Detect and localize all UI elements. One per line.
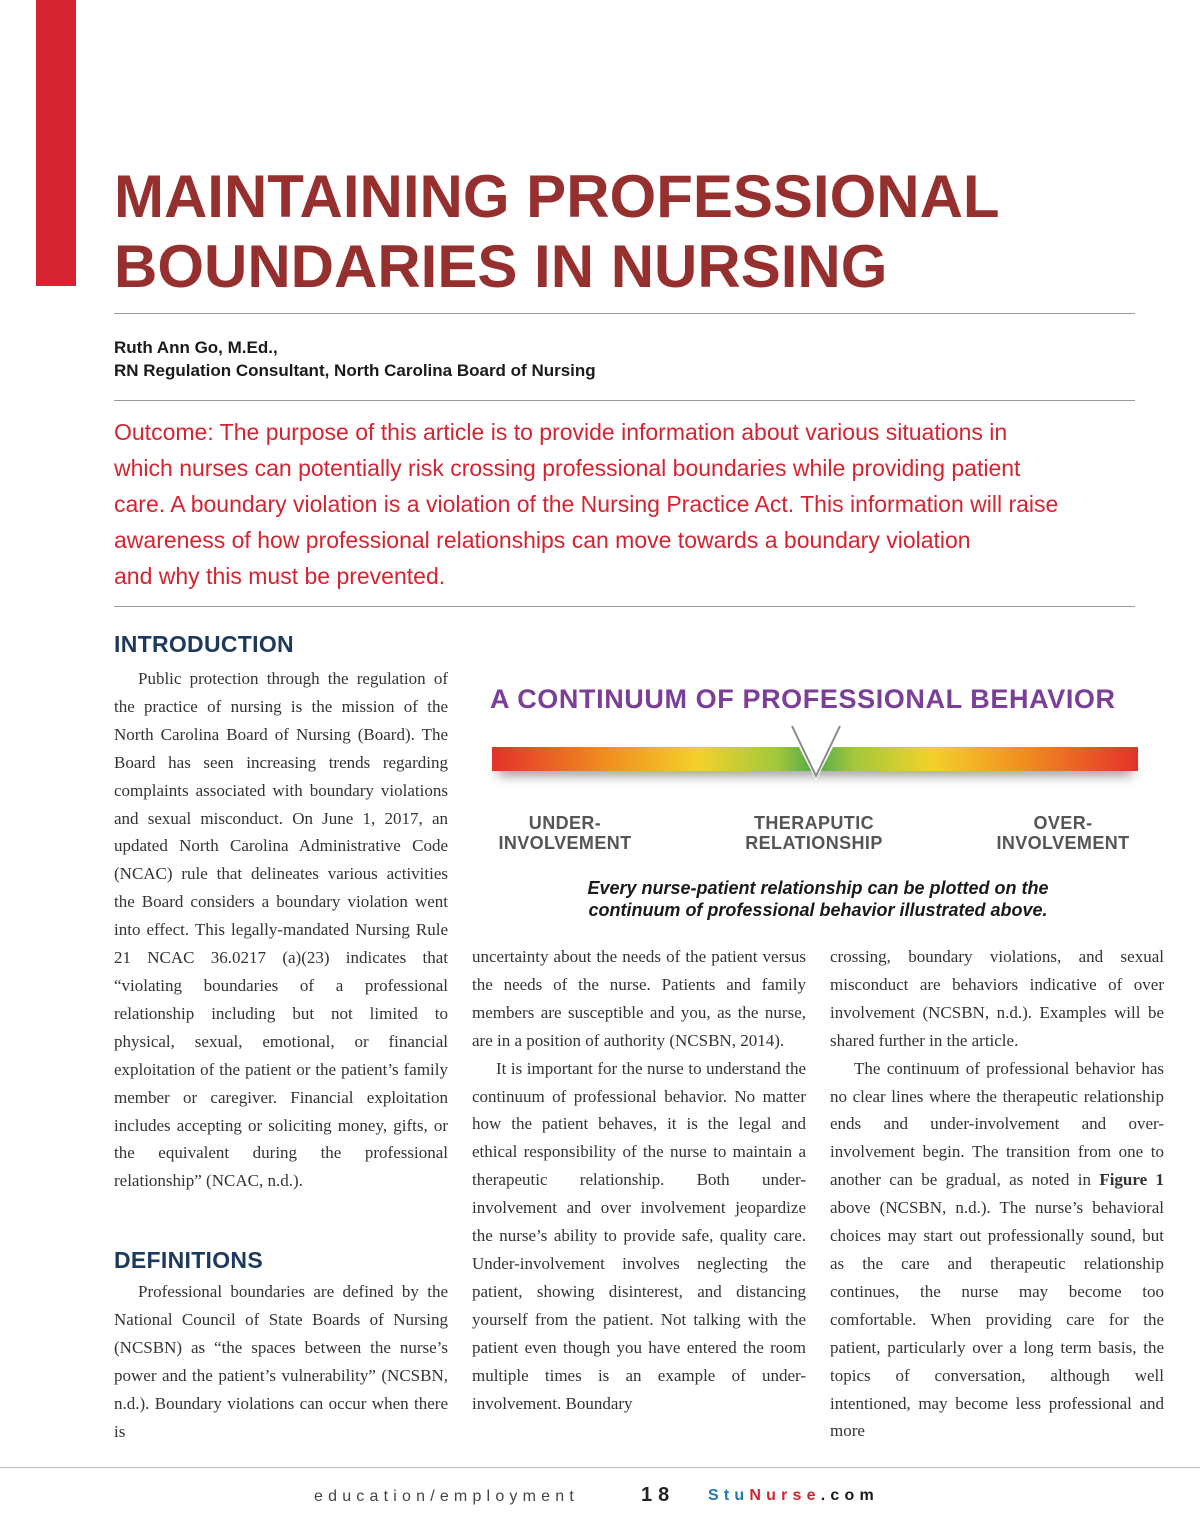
author-role: RN Regulation Consultant, North Carolina Board of Nursing [114,361,596,380]
column-left-definitions [114,1278,448,1445]
outcome-line: Outcome: The purpose of this article is to provide information about various situations in [114,419,1008,445]
label-over-involvement [988,813,1138,853]
figure-title: A CONTINUUM OF PROFESSIONAL BEHAVIOR [490,684,1116,714]
outcome-line: care. A boundary violation is a violation of the Nursing Practice Act. This information will raise [114,491,1059,517]
footer-site-link[interactable] [708,1487,879,1505]
col2-paragraph-2: It is important for the nurse to understand the continuum of professional behavior. No matter how the patient behaves, it is the legal and ethical responsibility of the nurse to maintain a therapeutic relationship. Both under-involvement and over involvement jeopardize the nurse’s ability to provide safe, quality care. Under-involvement involves neglecting the patient, showing disinterest, and distancing yourself from the patient. Not talking with the patient even though you have entered the room multiple times is an example of under-involvement. Boundary [472,1058,806,1413]
author-byline [114,336,596,382]
title-line-2: BOUNDARIES IN NURSING [114,233,888,300]
caption-line-1: Every nurse-patient relationship can be plotted on the [587,878,1049,898]
site-tld: .com [820,1487,879,1504]
label-under-line1: UNDER- [528,813,602,833]
label-under-involvement [490,813,640,853]
outcome-line: which nurses can potentially risk crossing professional boundaries while providing patient [114,455,1021,481]
divider-middle [114,400,1135,401]
outcome-line: awareness of how professional relationships can move towards a boundary violation [114,527,971,553]
caption-line-2: continuum of professional behavior illustrated above. [588,900,1048,920]
figure-reference: Figure 1 [1099,1170,1164,1190]
label-therapeutic-line1: THERAPUTIC [754,813,874,833]
footer-divider [0,1467,1200,1468]
divider-top [114,313,1135,314]
label-over-line2: INVOLVEMENT [996,833,1130,853]
definitions-paragraph: Professional boundaries are defined by the National Council of State Boards of Nursing (NCSBN) as “the spaces between the nurse’s power and the patient’s vulnerability” (NCSBN, n.d.). Boundary violations can occur when there is [114,1282,448,1441]
label-under-line2: INVOLVEMENT [498,833,632,853]
label-over-line1: OVER- [1033,813,1093,833]
author-name: Ruth Ann Go, M.Ed., [114,338,278,357]
figure-caption [528,877,1108,921]
definitions-heading: DEFINITIONS [114,1247,263,1273]
accent-bar [36,0,76,286]
outcome-statement [114,414,1114,594]
col3-p2-text-a: The continuum of professional behavior has no clear lines where the therapeutic relationship ends and under-involvement and over-involvement begin. The transition from one to another can be gradual, as noted in [830,1058,1164,1190]
page-footer [0,1484,1200,1514]
column-middle [472,943,806,1417]
outcome-line: and why this must be prevented. [114,563,446,589]
col3-p2-text-b: above (NCSBN, n.d.). The nurse’s behavioral choices may start out professionally sound, but as the care and therapeutic relationship continues, the nurse may become too comfortable. When providing care for the patient, particularly over a long term basis, the topics of conversation, although well intentioned, may become less professional and more [830,1198,1164,1441]
col3-paragraph-1: crossing, boundary violations, and sexual misconduct are behaviors indicative of over involvement (NCSBN, n.d.). Examples will be shared further in the article. [830,947,1164,1050]
footer-section-label: education/employment [314,1488,579,1505]
article-title [114,162,1000,302]
label-therapeutic-line2: RELATIONSHIP [745,833,883,853]
col2-paragraph-1: uncertainty about the needs of the patient versus the needs of the nurse. Patients and family members are susceptible and you, as the nurse, are in a position of authority (NCSBN, 2014). [472,947,806,1050]
label-therapeutic-relationship [736,813,892,853]
column-right [830,943,1164,1445]
therapeutic-marker-icon [786,722,846,780]
column-left-intro [114,665,448,1195]
introduction-heading: INTRODUCTION [114,631,294,657]
title-line-1: MAINTAINING PROFESSIONAL [114,163,1000,230]
col3-paragraph-2 [830,1055,1164,1446]
divider-bottom [114,606,1135,607]
introduction-paragraph: Public protection through the regulation of the practice of nursing is the mission of the North Carolina Board of Nursing (Board). The Board has seen increasing trends regarding complaints associated with boundary violations and sexual misconduct. On June 1, 2017, an updated North Carolina Administrative Code (NCAC) rule that delineates various activities the Board considers a boundary violation went into effect. This legally-mandated Nursing Rule 21 NCAC 36.0217 (a)(23) indicates that “violating boundaries of a professional relationship including but not limited to physical, sexual, emotional, or financial exploitation of the patient or the patient’s family member or caregiver. Financial exploitation includes accepting or soliciting money, gifts, or the equivalent during the professional relationship” (NCAC, n.d.). [114,669,448,1191]
site-stu: Stu [708,1487,750,1504]
site-nurse: Nurse [749,1487,821,1504]
page-number: 18 [641,1484,676,1506]
continuum-figure [488,676,1148,926]
